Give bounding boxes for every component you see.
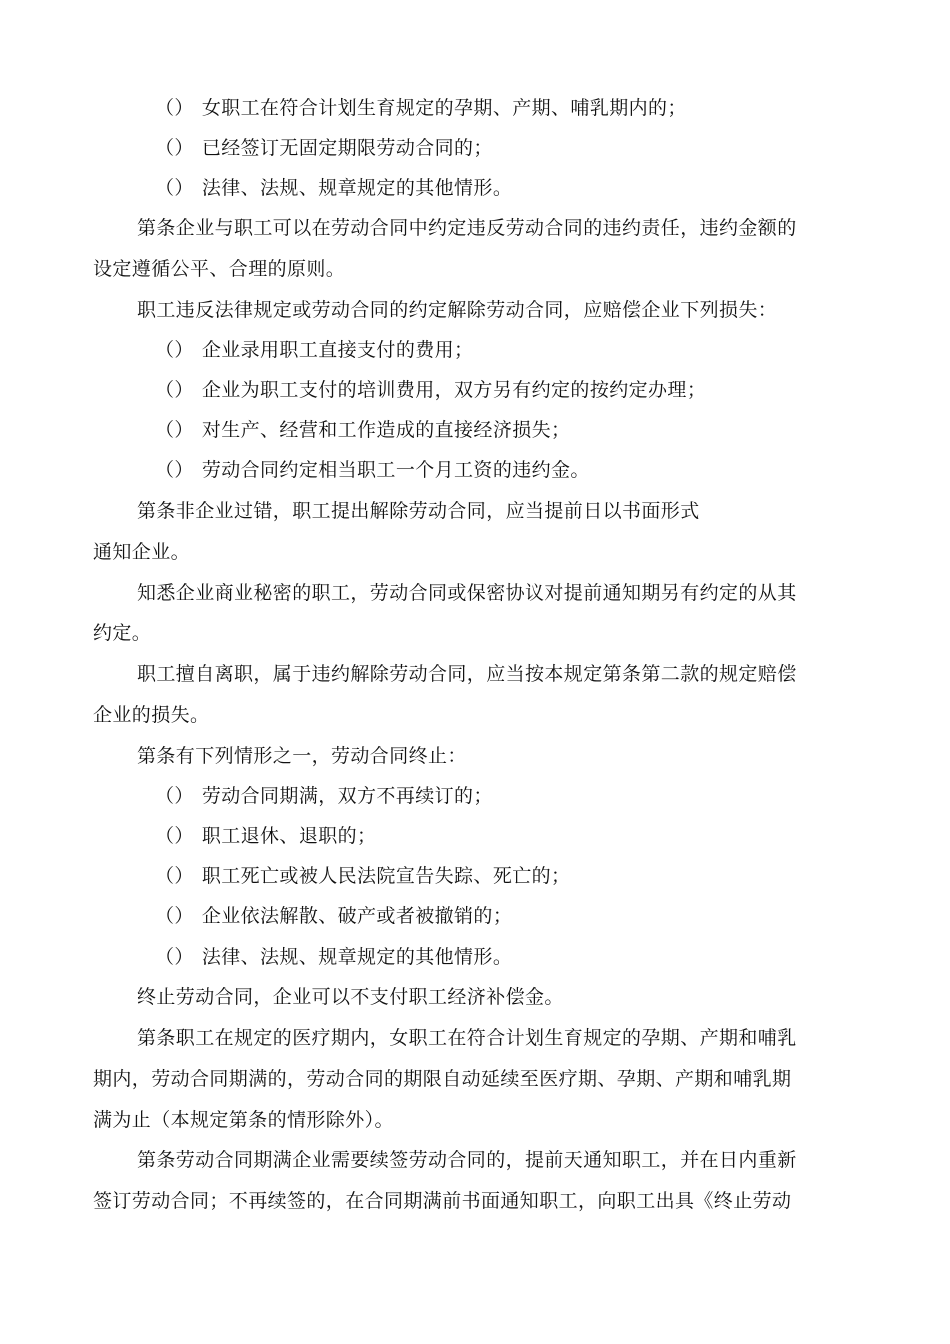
paragraph-line: 满为止（本规定第条的情形除外）。 [93, 1109, 394, 1131]
paragraph-line: 知悉企业商业秘密的职工，劳动合同或保密协议对提前通知期另有约定的从其 [137, 582, 797, 604]
list-item-text: 对生产、经营和工作造成的直接经济损失； [201, 419, 571, 441]
paragraph-line: 第条劳动合同期满企业需要续签劳动合同的，提前天通知职工，并在日内重新 [137, 1149, 797, 1171]
paren-open: （ [155, 905, 175, 927]
paren-open: （ [155, 865, 175, 887]
paragraph-line: 设定遵循公平、合理的原则。 [93, 258, 346, 280]
paren-open: （ [155, 177, 175, 199]
paren-close: ） [174, 419, 194, 441]
paragraph-line: 职工擅自离职，属于违约解除劳动合同，应当按本规定第条第二款的规定赔偿 [137, 663, 797, 685]
list-item [155, 863, 570, 889]
paren-open: （ [155, 946, 175, 968]
list-item [155, 823, 376, 849]
paren-close: ） [174, 379, 194, 401]
list-item [155, 175, 512, 201]
paragraph-line: 终止劳动合同，企业可以不支付职工经济补偿金。 [137, 986, 564, 1008]
list-item [155, 944, 512, 970]
list-item [155, 377, 706, 403]
paren-open: （ [155, 419, 175, 441]
paren-close: ） [174, 97, 194, 119]
list-item-text: 企业依法解散、破产或者被撤销的； [201, 905, 513, 927]
paren-close: ） [174, 137, 194, 159]
paren-close: ） [174, 946, 194, 968]
paren-close: ） [174, 459, 194, 481]
list-item-text: 劳动合同期满，双方不再续订的； [201, 785, 493, 807]
list-item [155, 337, 473, 363]
list-item-text: 已经签订无固定期限劳动合同的； [201, 137, 493, 159]
paren-close: ） [174, 825, 194, 847]
paren-close: ） [174, 905, 194, 927]
list-item [155, 417, 570, 443]
paragraph-line: 企业的损失。 [93, 704, 210, 726]
paragraph-line: 约定。 [93, 622, 152, 644]
list-item [155, 783, 493, 809]
paren-close: ） [174, 785, 194, 807]
paragraph-line: 第条企业与职工可以在劳动合同中约定违反劳动合同的违约责任，违约金额的 [137, 217, 797, 239]
list-item-text: 职工死亡或被人民法院宣告失踪、死亡的； [201, 865, 571, 887]
paragraph-line: 签订劳动合同；不再续签的，在合同期满前书面通知职工，向职工出具《终止劳动 [93, 1190, 792, 1212]
paren-open: （ [155, 825, 175, 847]
list-item-text: 职工退休、退职的； [201, 825, 377, 847]
list-item [155, 903, 512, 929]
paren-open: （ [155, 785, 175, 807]
paragraph-line: 职工违反法律规定或劳动合同的约定解除劳动合同，应赔偿企业下列损失： [137, 299, 778, 321]
paragraph-line: 通知企业。 [93, 541, 191, 563]
paren-open: （ [155, 97, 175, 119]
paragraph-line: 第条有下列情形之一，劳动合同终止： [137, 745, 467, 767]
paren-close: ） [174, 865, 194, 887]
paren-open: （ [155, 379, 175, 401]
list-item-text: 企业录用职工直接支付的费用； [201, 339, 474, 361]
paragraph-line: 第条职工在规定的医疗期内，女职工在符合计划生育规定的孕期、产期和哺乳 [137, 1027, 797, 1049]
list-item [155, 95, 687, 121]
paren-open: （ [155, 459, 175, 481]
list-item [155, 457, 590, 483]
list-item [155, 135, 493, 161]
paren-open: （ [155, 339, 175, 361]
paragraph-line: 期内，劳动合同期满的，劳动合同的期限自动延续至医疗期、孕期、产期和哺乳期 [93, 1068, 792, 1090]
list-item-text: 女职工在符合计划生育规定的孕期、产期、哺乳期内的； [201, 97, 687, 119]
list-item-text: 法律、法规、规章规定的其他情形。 [201, 946, 513, 968]
paren-open: （ [155, 137, 175, 159]
list-item-text: 企业为职工支付的培训费用，双方另有约定的按约定办理； [201, 379, 707, 401]
list-item-text: 法律、法规、规章规定的其他情形。 [201, 177, 513, 199]
paragraph-line: 第条非企业过错，职工提出解除劳动合同，应当提前日以书面形式 [137, 500, 700, 522]
paren-close: ） [174, 339, 194, 361]
paren-close: ） [174, 177, 194, 199]
list-item-text: 劳动合同约定相当职工一个月工资的违约金。 [201, 459, 590, 481]
